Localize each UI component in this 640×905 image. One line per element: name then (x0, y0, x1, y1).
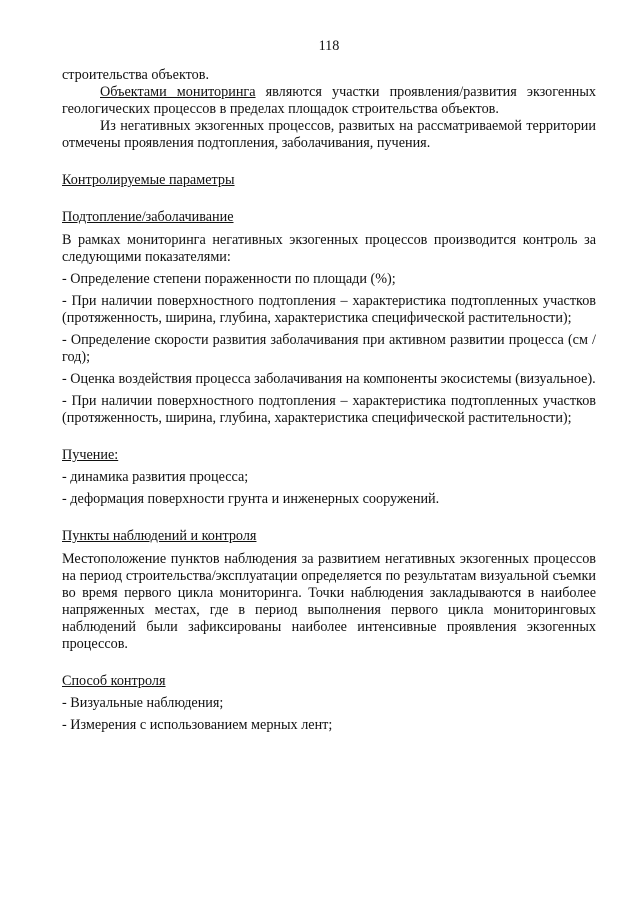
control-method-item: - Измерения с использованием мерных лент; (62, 717, 333, 733)
flooding-item: - Оценка воздействия процесса заболачивания на компоненты экосистемы (визуальное). (62, 371, 596, 387)
monitoring-objects-definition: являются участки проявления/развития экзогенных геологических процессов в пределах площадок строительства объектов. (62, 84, 597, 117)
observation-points-paragraph: Местоположение пунктов наблюдения за развитием негативных экзогенных процессов на период строительства/эксплуатации определяется по результатам визуальной съемки во время первого цикла мониторинга. Точки наблюдения закладываются в наиболее напряженных местах, где в период выполнения первого цикла мониторинговых наблюдений были зафиксированы наиболее интенсивные проявления экзогенных процессов. (62, 551, 596, 652)
flooding-item: - При наличии поверхностного подтопления – характеристика подтопленных участков (протяженность, ширина, глубина, характеристика специфической растительности); (62, 293, 596, 326)
controlled-params-heading: Контролируемые параметры (62, 172, 235, 188)
control-method-item: - Визуальные наблюдения; (62, 695, 224, 711)
observation-points-heading: Пункты наблюдений и контроля (62, 528, 257, 544)
flooding-lead-paragraph: В рамках мониторинга негативных экзогенных процессов производится контроль за следующими показателями: (62, 232, 596, 265)
document-page (62, 38, 596, 734)
flooding-heading: Подтопление/заболачивание (62, 209, 234, 225)
flooding-item: - При наличии поверхностного подтопления – характеристика подтопленных участков (протяженность, ширина, глубина, характеристика специфической растительности); (62, 393, 596, 426)
heaving-item: - динамика развития процесса; (62, 469, 249, 485)
monitoring-objects-term: Объектами мониторинга (100, 84, 256, 100)
page-number: 118 (318, 38, 340, 54)
heaving-heading: Пучение: (62, 447, 119, 463)
monitoring-objects-paragraph (62, 84, 596, 118)
intro-line: строительства объектов. (62, 67, 210, 83)
negative-processes-paragraph: Из негативных экзогенных процессов, развитых на рассматриваемой территории отмечены проявления подтопления, заболачивания, пучения. (62, 118, 596, 151)
flooding-item: - Определение степени пораженности по площади (%); (62, 271, 396, 287)
flooding-item: - Определение скорости развития заболачивания при активном развитии процесса (см / год); (62, 332, 596, 365)
heaving-item: - деформация поверхности грунта и инженерных сооружений. (62, 491, 440, 507)
control-method-heading: Способ контроля (62, 673, 166, 689)
